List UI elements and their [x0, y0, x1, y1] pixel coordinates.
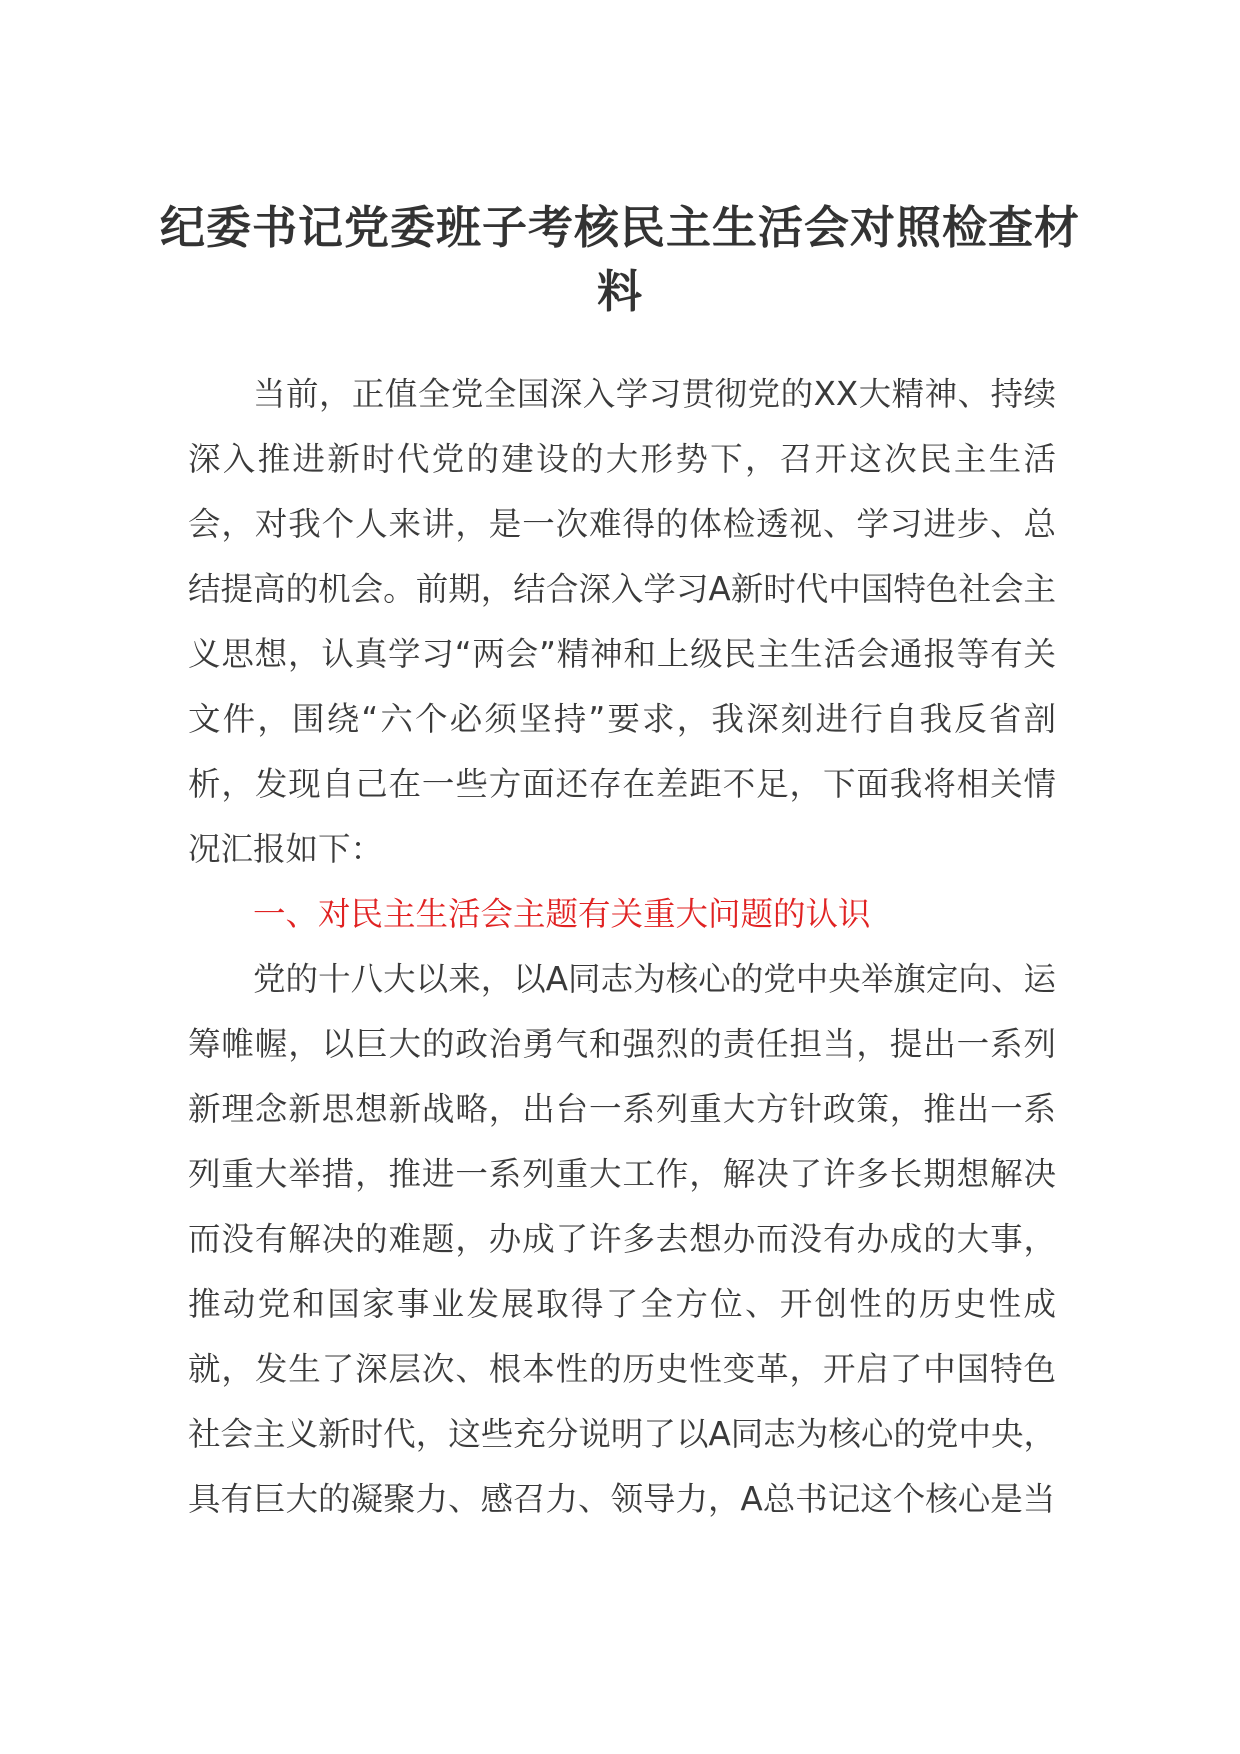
section-heading-1: 一、对民主生活会主题有关重大问题的认识: [253, 895, 871, 933]
section-1-paragraph: 党的十八大以来，以A同志为核心的党中央举旗定向、运筹帷幄，以巨大的政治勇气和强烈的责任担当，提出一系列新理念新思想新战略，出台一系列重大方针政策，推出一系列重大举措，推进一系列重大工作，解决了许多长期想解决而没有解决的难题，办成了许多去想办而没有办成的大事，推动党和国家事业发展取得了全方位、开创性的历史性成就，发生了深层次、根本性的历史性变革，开启了中国特色社会主义新时代，这些充分说明了以A同志为核心的党中央，具有巨大的凝聚力、感召力、领导力，A总书记这个核心是当: [188, 960, 1056, 1518]
document-body: [188, 362, 1056, 1532]
document-title: 纪委书记党委班子考核民主生活会对照检查材料: [160, 201, 1081, 318]
intro-paragraph: 当前，正值全党全国深入学习贯彻党的XX大精神、持续深入推进新时代党的建设的大形势下，召开这次民主生活会，对我个人来讲，是一次难得的体检透视、学习进步、总结提高的机会。前期，结合深入学习A新时代中国特色社会主义思想，认真学习“两会”精神和上级民主生活会通报等有关文件，围绕“六个必须坚持”要求，我深刻进行自我反省剖析，发现自己在一些方面还存在差距不足，下面我将相关情况汇报如下：: [188, 375, 1056, 868]
